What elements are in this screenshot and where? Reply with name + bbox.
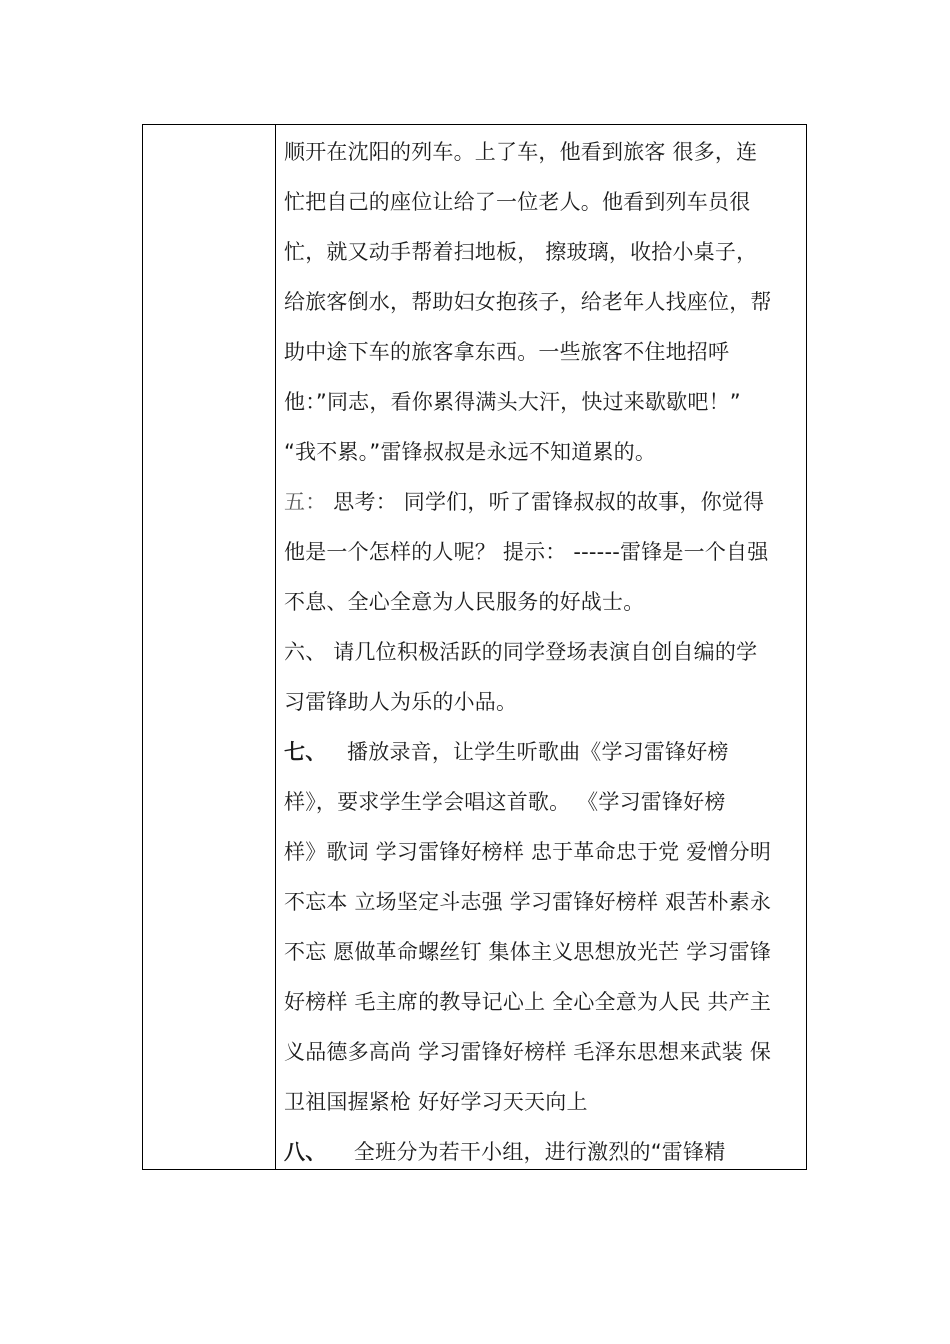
text-line-21	[284, 1127, 802, 1169]
text-line-4: 给旅客倒水，帮助妇女抱孩子，给老年人找座位，帮	[284, 290, 772, 314]
text-line-13	[284, 727, 802, 777]
section-five-marker: 五：	[284, 490, 327, 514]
section-eight-marker: 八、	[284, 1140, 327, 1164]
text-line-9: 他是一个怎样的人呢？ 提示： ------雷锋是一个自强	[284, 540, 769, 564]
table-right-cell	[276, 125, 806, 1169]
text-line-8	[284, 477, 802, 527]
text-line-11: 六、 请几位积极活跃的同学登场表演自创自编的学	[284, 640, 758, 664]
table-left-cell	[143, 125, 276, 1169]
section-seven-text: 播放录音，让学生听歌曲《学习雷锋好榜	[340, 740, 729, 764]
text-line-15: 样》歌词 学习雷锋好榜样 忠于革命忠于党 爱憎分明	[284, 840, 772, 864]
text-line-16: 不忘本 立场坚定斗志强 学习雷锋好榜样 艰苦朴素永	[284, 890, 772, 914]
text-line-12: 习雷锋助人为乐的小品。	[284, 690, 518, 714]
text-line-2: 忙把自己的座位让给了一位老人。他看到列车员很	[284, 190, 751, 214]
text-line-17: 不忘 愿做革命螺丝钉 集体主义思想放光芒 学习雷锋	[284, 940, 772, 964]
text-line-10: 不息、全心全意为人民服务的好战士。	[284, 590, 645, 614]
section-five-text: 思考： 同学们，听了雷锋叔叔的故事，你觉得	[333, 490, 765, 514]
section-eight-text: 全班分为若干小组，进行激烈的“雷锋精	[347, 1140, 726, 1164]
text-line-1: 顺开在沈阳的列车。上了车，他看到旅客 很多，连	[284, 140, 758, 164]
text-line-3: 忙，就又动手帮着扫地板， 擦玻璃，收拾小桌子，	[284, 240, 758, 264]
section-seven-marker: 七、	[284, 740, 327, 764]
text-line-6: 他：”同志，看你累得满头大汗，快过来歇歇吧！”	[284, 390, 741, 414]
text-line-7: “我不累。”雷锋叔叔是永远不知道累的。	[284, 440, 657, 464]
text-line-19: 义品德多高尚 学习雷锋好榜样 毛泽东思想来武装 保	[284, 1040, 772, 1064]
content-table	[142, 124, 807, 1170]
text-line-18: 好榜样 毛主席的教导记心上 全心全意为人民 共产主	[284, 990, 772, 1014]
text-line-5: 助中途下车的旅客拿东西。一些旅客不住地招呼	[284, 340, 730, 364]
text-line-20: 卫祖国握紧枪 好好学习天天向上	[284, 1090, 588, 1114]
text-line-14: 样》，要求学生学会唱这首歌。 《学习雷锋好榜	[284, 790, 726, 814]
